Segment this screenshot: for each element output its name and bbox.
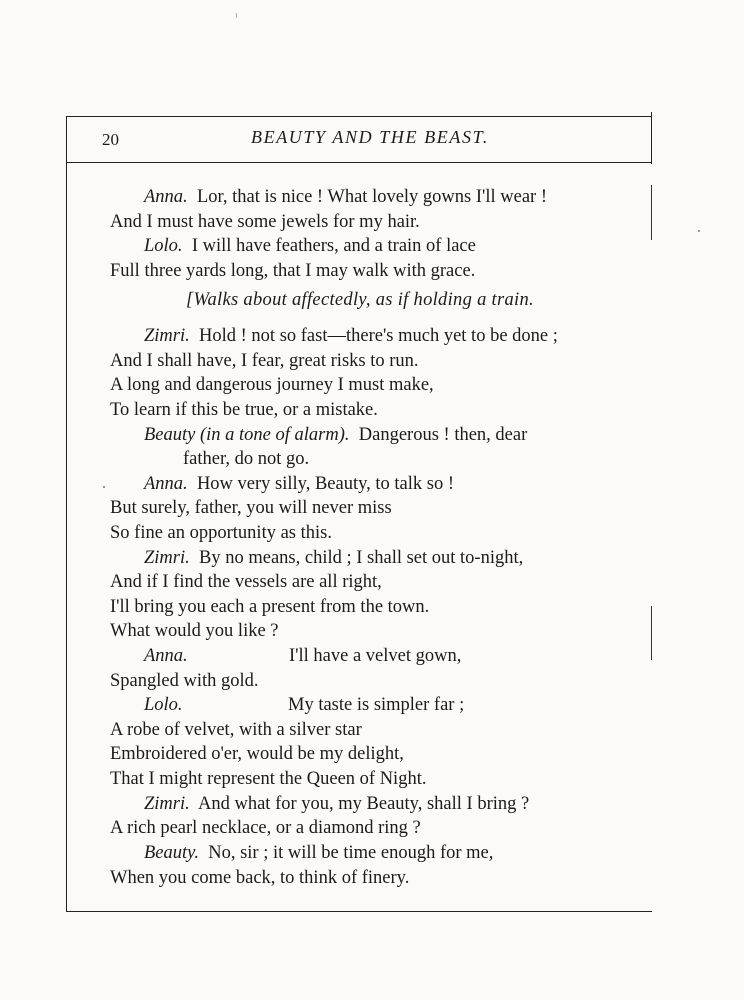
line-text: My taste is simpler far ; [288,695,465,715]
verse-line [110,571,382,593]
verse-line [110,719,362,741]
line-text: A rich pearl necklace, or a diamond ring ? [110,818,421,838]
line-text: By no means, child ; I shall set out to-night, [199,548,524,568]
verse-line [144,547,523,569]
verse-line [110,743,404,765]
frame-right-rule [651,606,652,660]
scan-speck [236,13,237,18]
line-text: Spangled with gold. [110,671,259,691]
verse-line [110,374,434,396]
line-text: I'll have a velvet gown, [289,646,462,666]
verse-line [110,817,421,839]
scan-speck [698,230,700,232]
line-text: I'll bring you each a present from the town. [110,597,430,617]
line-text: Lor, that is nice ! What lovely gowns I'll wear ! [196,187,547,207]
line-text: No, sir ; it will be time enough for me, [208,843,494,863]
verse-line [110,596,429,618]
verse-line [183,448,309,470]
line-text: But surely, father, you will never miss [110,498,392,518]
frame-top-rule [66,116,652,117]
speaker-name: Zimri. [144,326,190,346]
verse-line [144,325,558,347]
verse-line [110,399,378,421]
speaker-name: Beauty. [144,843,199,863]
verse-line [110,670,259,692]
line-text: Full three yards long, that I may walk with grace. [110,261,476,281]
verse-line [144,694,465,716]
frame-left-rule [66,116,67,912]
line-text: When you come back, to think of finery. [110,868,410,888]
verse-line [144,186,547,208]
line-text: To learn if this be true, or a mistake. [110,400,378,420]
verse-line [110,867,409,889]
scan-speck [103,486,105,488]
running-head: BEAUTY AND THE BEAST. [251,127,489,147]
frame-bottom-rule [66,911,652,912]
line-text: And I must have some jewels for my hair. [110,212,420,232]
verse-line [144,842,493,864]
line-text: And I shall have, I fear, great risks to run. [110,351,419,371]
verse-line [144,645,462,667]
speaker-name: Zimri. [144,794,190,814]
frame-head-rule [66,162,652,163]
verse-line [110,350,419,372]
line-text: What would you like ? [110,621,279,641]
line-text: How very silly, Beauty, to talk so ! [196,474,455,494]
verse-line [110,211,420,233]
verse-line [144,424,527,446]
frame-right-rule [651,112,652,164]
verse-line [110,768,426,790]
line-text: Embroidered o'er, would be my delight, [110,744,404,764]
speaker-name: Anna. [144,187,188,207]
line-text: And if I find the vessels are all right, [110,572,382,592]
verse-line [144,235,476,257]
line-text: Hold ! not so fast—there's much yet to be done ; [199,326,558,346]
line-text: A robe of velvet, with a silver star [110,720,362,740]
stage-direction-text: [Walks about affectedly, as if holding a train. [186,290,534,310]
stage-direction [186,289,534,311]
speaker-name: Anna. [144,646,188,666]
frame-right-rule [651,185,652,240]
speaker-name: Beauty (in a tone of alarm). [144,425,350,445]
line-text: father, do not go. [183,449,310,469]
speaker-name: Lolo. [144,695,183,715]
line-text: Dangerous ! then, dear [358,425,528,445]
verse-line [110,522,332,544]
line-text: And what for you, my Beauty, shall I bring ? [198,794,530,814]
verse-line [144,473,454,495]
speaker-name: Lolo. [144,236,183,256]
line-text: I will have feathers, and a train of lace [191,236,476,256]
verse-line [110,497,392,519]
line-text: That I might represent the Queen of Night. [110,769,427,789]
verse-line [110,620,279,642]
line-text: A long and dangerous journey I must make, [110,375,434,395]
speaker-name: Zimri. [144,548,190,568]
line-text: So fine an opportunity as this. [110,523,332,543]
speaker-name: Anna. [144,474,188,494]
verse-line [144,793,529,815]
page-number: 20 [102,130,119,149]
verse-line [110,260,475,282]
